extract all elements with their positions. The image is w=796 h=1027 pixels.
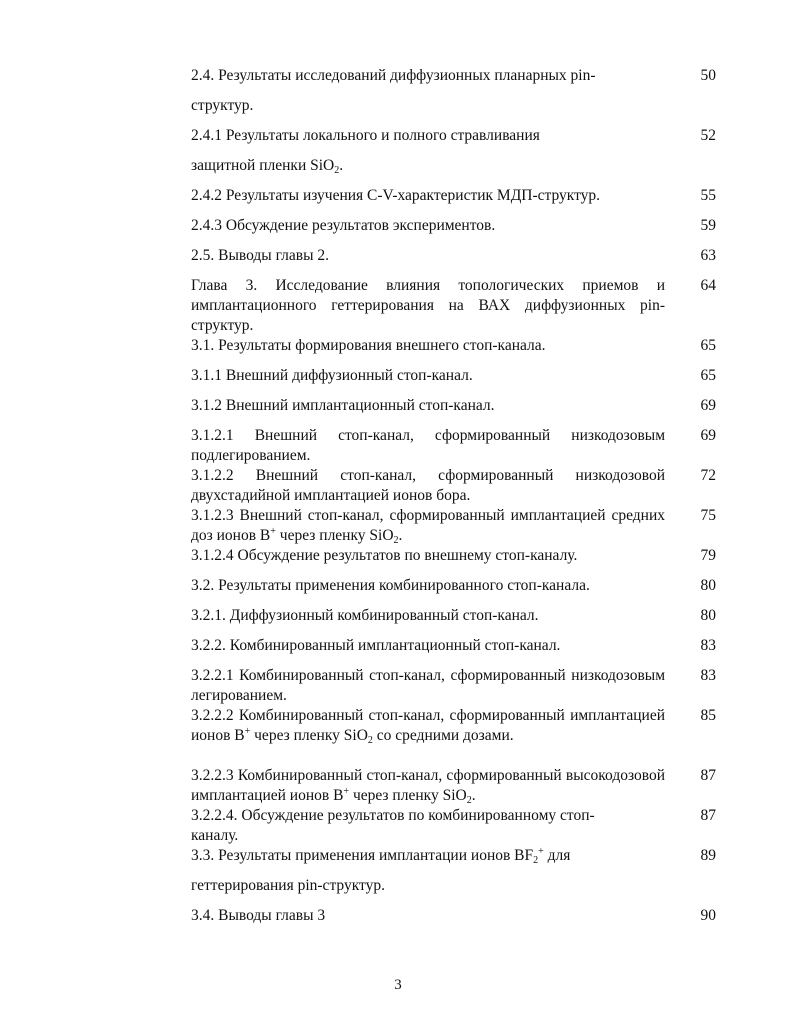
toc-entry-title: 3.1.2.2 Внешний стоп-канал, сформированный низкодозовой двухстадийной имплантацией ионов бора. — [191, 467, 665, 504]
toc-entry-2-4 — [191, 66, 665, 86]
toc-entry-title: 2.4.3 Обсуждение результатов экспериментов. — [191, 217, 496, 234]
toc-entry-3-1 — [191, 336, 665, 356]
toc-entry-title: геттерирования pin-структур. — [191, 877, 385, 894]
toc-entry-title: 3.1.2.3 Внешний стоп-канал, сформированный имплантацией средних доз ионов B+ через пленку SiO$_2$. — [191, 507, 665, 546]
toc-entry-title: 3.4. Выводы главы 3 — [191, 907, 326, 924]
toc-entry-title: защитной пленки SiO$_2$. — [191, 157, 344, 176]
page-footer-number: 3 — [394, 977, 402, 993]
toc-page-number: 80 — [700, 577, 716, 594]
toc-entry-title: 3.2.2. Комбинированный имплантационный стоп-канал. — [191, 637, 561, 654]
toc-page-number: 65 — [700, 367, 716, 384]
toc-page-number: 79 — [700, 547, 716, 564]
toc-entry-title: 2.5. Выводы главы 2. — [191, 247, 329, 264]
toc-entry-2-4-cont — [191, 96, 665, 116]
toc-entry-3-2 — [191, 576, 665, 596]
toc-entry-title: 3.1.2 Внешний имплантационный стоп-канал. — [191, 397, 495, 414]
toc-page-number: 83 — [700, 637, 716, 654]
toc-page-number: 69 — [700, 427, 716, 444]
toc-entry-3-2-2-4 — [191, 806, 641, 846]
toc-page-number: 59 — [700, 217, 716, 234]
toc-entry-2-4-2 — [191, 186, 665, 206]
toc-entry-2-4-3 — [191, 216, 665, 236]
toc-entry-3-1-2-1 — [191, 426, 665, 466]
toc-page-number: 65 — [700, 337, 716, 354]
toc-entry-2-4-1 — [191, 126, 665, 146]
toc-page-number: 63 — [700, 247, 716, 264]
toc-page-number: 75 — [700, 507, 716, 524]
toc-entry-title: 2.4.2 Результаты изучения C-V-характеристик МДП-структур. — [191, 187, 601, 204]
toc-entry-3-1-2 — [191, 396, 665, 416]
toc-page-number: 87 — [700, 767, 716, 784]
toc-page-number: 90 — [700, 907, 716, 924]
toc-entry-title: 2.4. Результаты исследований диффузионных планарных pin- — [191, 67, 596, 84]
toc-page-number: 85 — [700, 707, 716, 724]
toc-entry-3-2-2-1 — [191, 666, 665, 706]
toc-entry-title: 3.2.1. Диффузионный комбинированный стоп-канал. — [191, 607, 539, 624]
toc-page-number: 69 — [700, 397, 716, 414]
toc-entry-3-2-2 — [191, 636, 665, 656]
toc-entry-title: 3.3. Результаты применения имплантации ионов $BF_2^+$ для — [191, 846, 571, 866]
toc-entry-title: 3.1.2.4 Обсуждение результатов по внешнему стоп-каналу. — [191, 547, 578, 564]
toc-page-number: 83 — [700, 667, 716, 684]
toc-page-number: 87 — [700, 807, 716, 824]
toc-page-number: 64 — [700, 277, 716, 294]
toc-entry-title: 3.1.2.1 Внешний стоп-канал, сформированный низкодозовым подлегированием. — [191, 427, 665, 464]
toc-entry-3-2-1 — [191, 606, 665, 626]
toc-entry-title: 3.2.2.3 Комбинированный стоп-канал, сформированный высокодозовой имплантацией ионов B+ через пленку SiO$_2$. — [191, 767, 665, 806]
toc-page-number: 55 — [700, 187, 716, 204]
toc-entry-3-2-2-2 — [191, 706, 665, 746]
toc-entry-3-1-2-3 — [191, 506, 665, 546]
toc-page-number: 80 — [700, 607, 716, 624]
toc-page-number: 89 — [700, 847, 716, 864]
toc-page-number: 50 — [700, 67, 716, 84]
toc-entry-title: структур. — [191, 97, 254, 114]
toc-entry-title: Глава 3. Исследование влияния топологических приемов и имплантационного геттерирования на ВАХ диффузионных pin-структур. — [191, 277, 665, 334]
toc-entry-title: 3.2.2.2 Комбинированный стоп-канал, сформированный имплантацией ионов B+ через пленку SiO$_2$ со средними дозами. — [191, 707, 665, 746]
toc-entry-chapter-3 — [191, 276, 665, 336]
toc-entry-title: 3.2.2.1 Комбинированный стоп-канал, сформированный низкодозовым легированием. — [191, 667, 665, 704]
toc-page-number: 72 — [700, 467, 716, 484]
toc-page-number: 52 — [700, 127, 716, 144]
toc-entry-title: 3.1. Результаты формирования внешнего стоп-канала. — [191, 337, 546, 354]
toc-entry-3-1-2-4 — [191, 546, 665, 566]
toc-entry-2-4-1-cont — [191, 156, 665, 176]
toc-entry-3-3-cont — [191, 876, 665, 896]
toc-entry-title: 3.2.2.4. Обсуждение результатов по комбинированному стоп-каналу. — [191, 807, 595, 844]
toc-entry-2-5 — [191, 246, 665, 266]
toc-entry-title: 3.1.1 Внешний диффузионный стоп-канал. — [191, 367, 473, 384]
toc-entry-3-2-2-3 — [191, 766, 665, 806]
toc-entry-3-1-1 — [191, 366, 665, 386]
toc-entry-3-1-2-2 — [191, 466, 665, 506]
toc-entry-3-4 — [191, 906, 665, 926]
toc-entry-title: 3.2. Результаты применения комбинированного стоп-канала. — [191, 577, 590, 594]
toc-entry-title: 2.4.1 Результаты локального и полного стравливания — [191, 127, 540, 144]
toc-entry-3-3 — [191, 846, 665, 866]
